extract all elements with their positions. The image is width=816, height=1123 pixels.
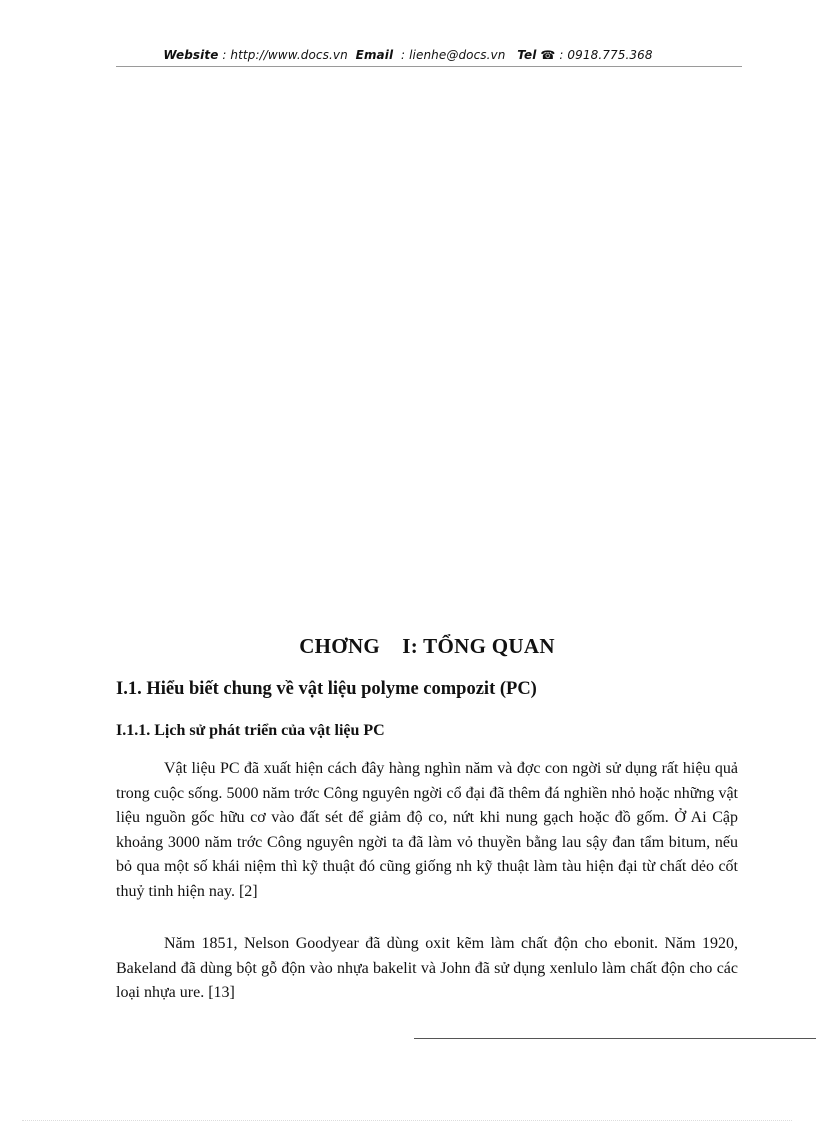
header-divider (116, 66, 742, 67)
website-url[interactable]: http://www.docs.vn (230, 48, 348, 62)
footer-divider (414, 1038, 816, 1039)
paragraph-history-modern: Năm 1851, Nelson Goodyear đã dùng oxit kẽm làm chất độn cho ebonit. Năm 1920, Bakeland đã dùng bột gỗ độn vào nhựa bakelit và John đã sử dụng xenlulo làm chất độn cho các loại nhựa ure. [13] (116, 935, 738, 1002)
page-header (0, 48, 816, 62)
tel-separator: : (555, 48, 568, 62)
phone-icon: ☎ (540, 48, 556, 62)
page-bottom-border (22, 1120, 792, 1121)
section-heading: I.1. Hiểu biết chung về vật liệu polyme compozit (PC) (116, 679, 537, 699)
chapter-title: CHƠNG I: TỔNG QUAN (299, 634, 555, 658)
paragraph-history-ancient: Vật liệu PC đã xuất hiện cách đây hàng nghìn năm và đợc con ngời sử dụng rất hiệu quả trong cuộc sống. 5000 năm trớc Công nguyên ngời cổ đại đã thêm đá nghiền nhỏ hoặc những vật liệu nguồn gốc hữu cơ vào đất sét để giảm độ co, nứt khi nung gạch hoặc đồ gốm. Ở Ai Cập khoảng 3000 năm trớc Công nguyên ngời ta đã làm vỏ thuyền bằng lau sậy đan tẩm bitum, nếu bỏ qua một số khái niệm thì kỹ thuật đó cũng giống nh kỹ thuật làm tàu hiện đại từ chất dẻo cốt thuỷ tinh hiện nay. [2] (116, 760, 738, 900)
tel-number: 0918.775.368 (567, 48, 653, 62)
tel-label: Tel (517, 48, 537, 62)
email-label: Email (355, 48, 394, 62)
website-separator: : (218, 48, 231, 62)
subsection-heading: I.1.1. Lịch sử phát triển của vật liệu PC (116, 722, 385, 739)
website-label: Website (163, 48, 219, 62)
email-separator: : (397, 48, 410, 62)
email-address[interactable]: lienhe@docs.vn (409, 48, 506, 62)
